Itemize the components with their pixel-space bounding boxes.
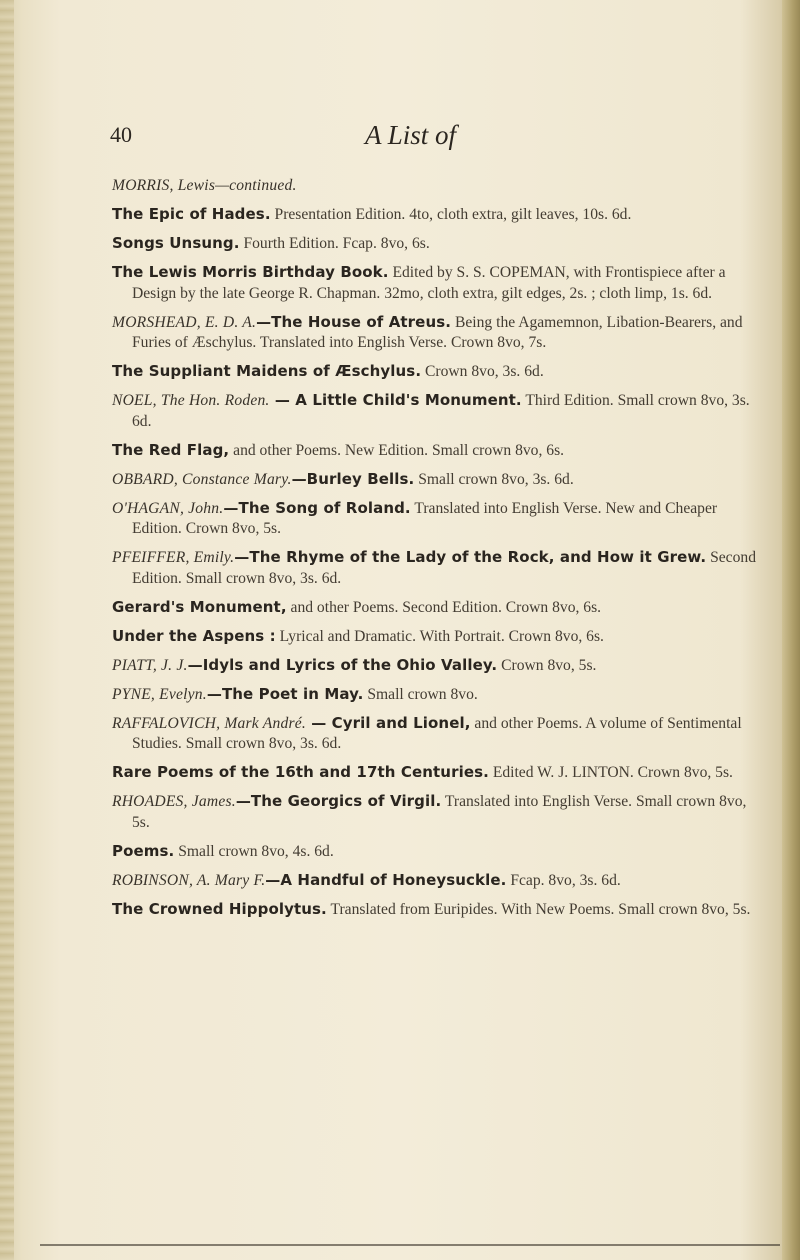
entry-title: Gerard's Monument, — [112, 597, 287, 616]
entry-title: Under the Aspens : — [112, 626, 276, 645]
entry-author: RAFFALOVICH, Mark André. — [112, 714, 306, 732]
entry-details: Third Edition. Small crown 8vo, 3s. 6d. — [132, 392, 750, 430]
entry-title: Poems. — [112, 841, 175, 860]
entry-author: PYNE, Evelyn. — [112, 685, 207, 703]
catalogue-entry — [112, 498, 767, 540]
page-outer-edge — [782, 0, 800, 1260]
entry-title: The Crowned Hippolytus. — [112, 899, 327, 918]
entry-title: — Cyril and Lionel, — [305, 713, 471, 732]
catalogue-entry — [112, 655, 767, 677]
entry-title: The Suppliant Maidens of Æschylus. — [112, 362, 422, 380]
catalogue-entry — [112, 390, 767, 432]
entry-title: —The Song of Roland. — [223, 498, 411, 517]
entry-author: MORRIS, Lewis—continued. — [112, 177, 297, 194]
entry-author: PFEIFFER, Emily. — [112, 549, 235, 566]
catalogue-entry — [112, 469, 767, 491]
catalogue-entry — [112, 841, 767, 863]
entry-author: PIATT, J. J. — [112, 656, 188, 674]
entry-details: and other Poems. Second Edition. Crown 8vo, 6s. — [286, 598, 602, 616]
entry-title: —The Poet in May. — [206, 684, 364, 703]
entry-details: and other Poems. A volume of Sentimental Studies. Small crown 8vo, 3s. 6d. — [132, 714, 742, 752]
entry-title: The Lewis Morris Birthday Book. — [112, 263, 389, 281]
catalogue-entry — [112, 176, 767, 197]
catalogue-entry — [112, 361, 767, 383]
entry-details: Lyrical and Dramatic. With Portrait. Crown 8vo, 6s. — [275, 627, 604, 645]
entry-details: Edited W. J. LINTON. Crown 8vo, 5s. — [488, 764, 733, 781]
catalogue-entry — [112, 597, 767, 619]
catalogue-entry — [112, 870, 767, 892]
catalogue-entry — [112, 762, 767, 784]
catalogue-entry — [112, 626, 767, 648]
catalogue-entry — [112, 547, 767, 589]
entry-title: —The House of Atreus. — [256, 312, 452, 331]
entry-title: —Burley Bells. — [291, 469, 415, 488]
entry-details: Small crown 8vo, 4s. 6d. — [174, 842, 334, 860]
catalogue-entry — [112, 791, 767, 833]
entry-author: MORSHEAD, E. D. A. — [112, 313, 257, 331]
entry-details: Second Edition. Small crown 8vo, 3s. 6d. — [132, 549, 756, 587]
catalogue-entry — [112, 899, 767, 921]
entry-title: Songs Unsung. — [112, 234, 240, 252]
page-bottom-rule — [40, 1244, 780, 1246]
catalogue-entry — [112, 440, 767, 462]
entry-details: Crown 8vo, 3s. 6d. — [421, 363, 544, 380]
entry-details: and other Poems. New Edition. Small crown 8vo, 6s. — [229, 441, 565, 459]
entry-title: The Epic of Hades. — [112, 205, 271, 223]
entry-details: Edited by S. S. COPEMAN, with Frontispiece after a Design by the late George R. Chapman. 32mo, cloth extra, gilt edges, 2s. ; cloth limp, 1s. 6d. — [132, 264, 726, 302]
catalogue-entry — [112, 312, 767, 354]
entry-title: —The Rhyme of the Lady of the Rock, and How it Grew. — [234, 548, 707, 566]
catalogue-entry — [112, 262, 767, 304]
catalogue-entry — [112, 713, 767, 755]
entry-author: NOEL, The Hon. Roden. — [112, 392, 270, 409]
entry-title: —The Georgics of Virgil. — [235, 792, 442, 810]
entry-details: Crown 8vo, 5s. — [497, 656, 597, 674]
catalogue-entry — [112, 204, 767, 226]
entry-details: Small crown 8vo, 3s. 6d. — [414, 470, 574, 488]
entry-author: OBBARD, Constance Mary. — [112, 470, 292, 488]
entry-details: Fourth Edition. Fcap. 8vo, 6s. — [239, 235, 430, 252]
running-title: A List of — [365, 120, 457, 150]
entry-title: Rare Poems of the 16th and 17th Centuries. — [112, 763, 489, 781]
entry-details: Translated into English Verse. New and Cheaper Edition. Crown 8vo, 5s. — [132, 499, 718, 537]
entry-title: — A Little Child's Monument. — [269, 391, 522, 409]
entry-author: ROBINSON, A. Mary F. — [112, 871, 266, 889]
entry-title: —A Handful of Honeysuckle. — [265, 870, 507, 889]
entry-author: RHOADES, James. — [112, 793, 236, 810]
entry-title: The Red Flag, — [112, 440, 230, 459]
page-header — [110, 120, 710, 160]
entry-details: Translated from Euripides. With New Poems. Small crown 8vo, 5s. — [326, 900, 751, 918]
catalogue-entry — [112, 233, 767, 255]
entry-details: Small crown 8vo. — [363, 685, 478, 703]
entry-details: Being the Agamemnon, Libation-Bearers, and Furies of Æschylus. Translated into English Verse. Crown 8vo, 7s. — [132, 313, 743, 351]
entry-details: Fcap. 8vo, 3s. 6d. — [506, 871, 621, 889]
page-binding-edge — [0, 0, 14, 1260]
page-number: 40 — [110, 122, 132, 147]
catalogue-list — [112, 176, 767, 928]
entry-details: Translated into English Verse. Small crown 8vo, 5s. — [132, 793, 747, 831]
entry-author: O'HAGAN, John. — [112, 499, 224, 517]
entry-title: —Idyls and Lyrics of the Ohio Valley. — [187, 655, 498, 674]
catalogue-entry — [112, 684, 767, 706]
entry-details: Presentation Edition. 4to, cloth extra, gilt leaves, 10s. 6d. — [270, 206, 632, 223]
